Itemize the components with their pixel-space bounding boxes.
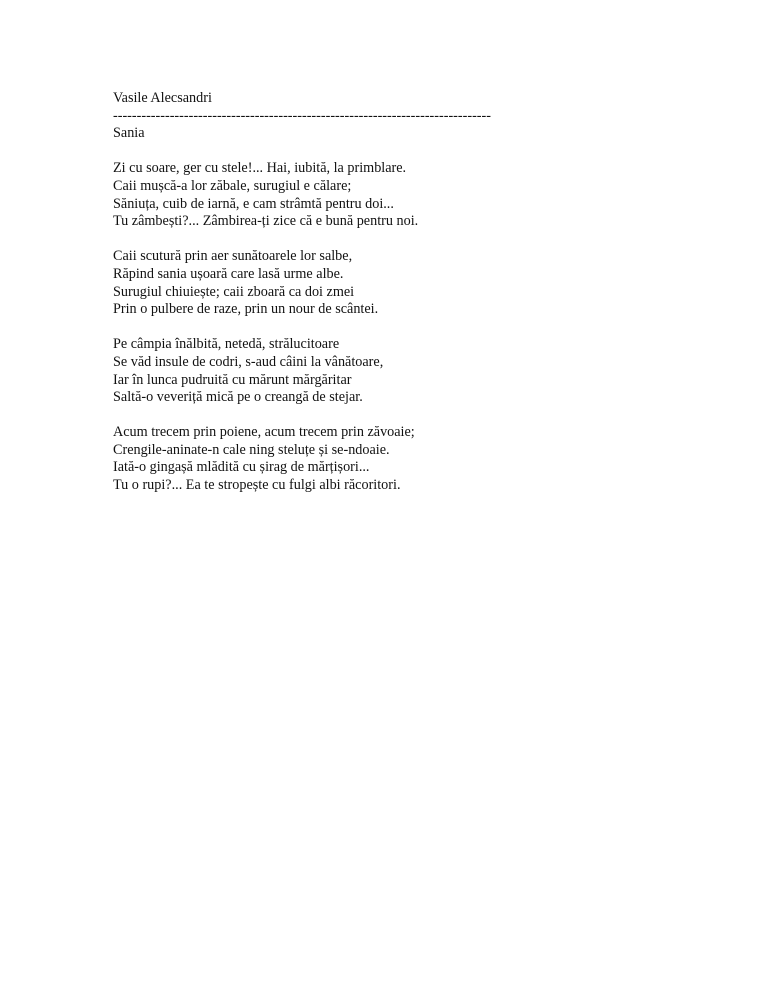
poem-line: Săniuța, cuib de iarnă, e cam strâmtă pentru doi... xyxy=(113,195,394,212)
separator-rule: -------------------------------------------------------------------------------- xyxy=(113,107,491,124)
poem-line: Iar în lunca pudruită cu mărunt mărgăritar xyxy=(113,371,352,388)
poem-line: Caii mușcă-a lor zăbale, surugiul e călare; xyxy=(113,177,352,194)
poem-line: Tu zâmbești?... Zâmbirea-ți zice că e bună pentru noi. xyxy=(113,213,419,230)
stanza-1 xyxy=(113,160,713,230)
poem-line: Crengile-aninate-n cale ning steluțe și se-ndoaie. xyxy=(113,441,390,458)
poem-line: Răpind sania ușoară care lasă urme albe. xyxy=(113,265,344,282)
author-name: Vasile Alecsandri xyxy=(113,90,212,106)
poem-line: Iată-o gingașă mlădită cu șirag de mărțișori... xyxy=(113,459,370,476)
stanza-3 xyxy=(113,336,713,406)
poem-line: Se văd insule de codri, s-aud câini la vânătoare, xyxy=(113,353,384,370)
poem-line: Zi cu soare, ger cu stele!... Hai, iubită, la primblare. xyxy=(113,160,407,177)
poem-line: Caii scutură prin aer sunătoarele lor salbe, xyxy=(113,248,353,265)
poem-line: Pe câmpia înălbită, netedă, strălucitoare xyxy=(113,336,340,353)
poem-line: Acum trecem prin poiene, acum trecem prin zăvoaie; xyxy=(113,424,415,441)
poem-title: Sania xyxy=(113,125,145,142)
poem-line: Surugiul chiuiește; caii zboară ca doi zmei xyxy=(113,283,355,300)
stanza-2 xyxy=(113,248,713,318)
stanza-4 xyxy=(113,424,713,494)
poem-line: Prin o pulbere de raze, prin un nour de scântei. xyxy=(113,301,379,318)
poem-line: Tu o rupi?... Ea te stropește cu fulgi albi răcoritori. xyxy=(113,477,401,494)
poem-line: Saltă-o veveriță mică pe o creangă de stejar. xyxy=(113,389,363,406)
poem-text xyxy=(113,90,713,495)
